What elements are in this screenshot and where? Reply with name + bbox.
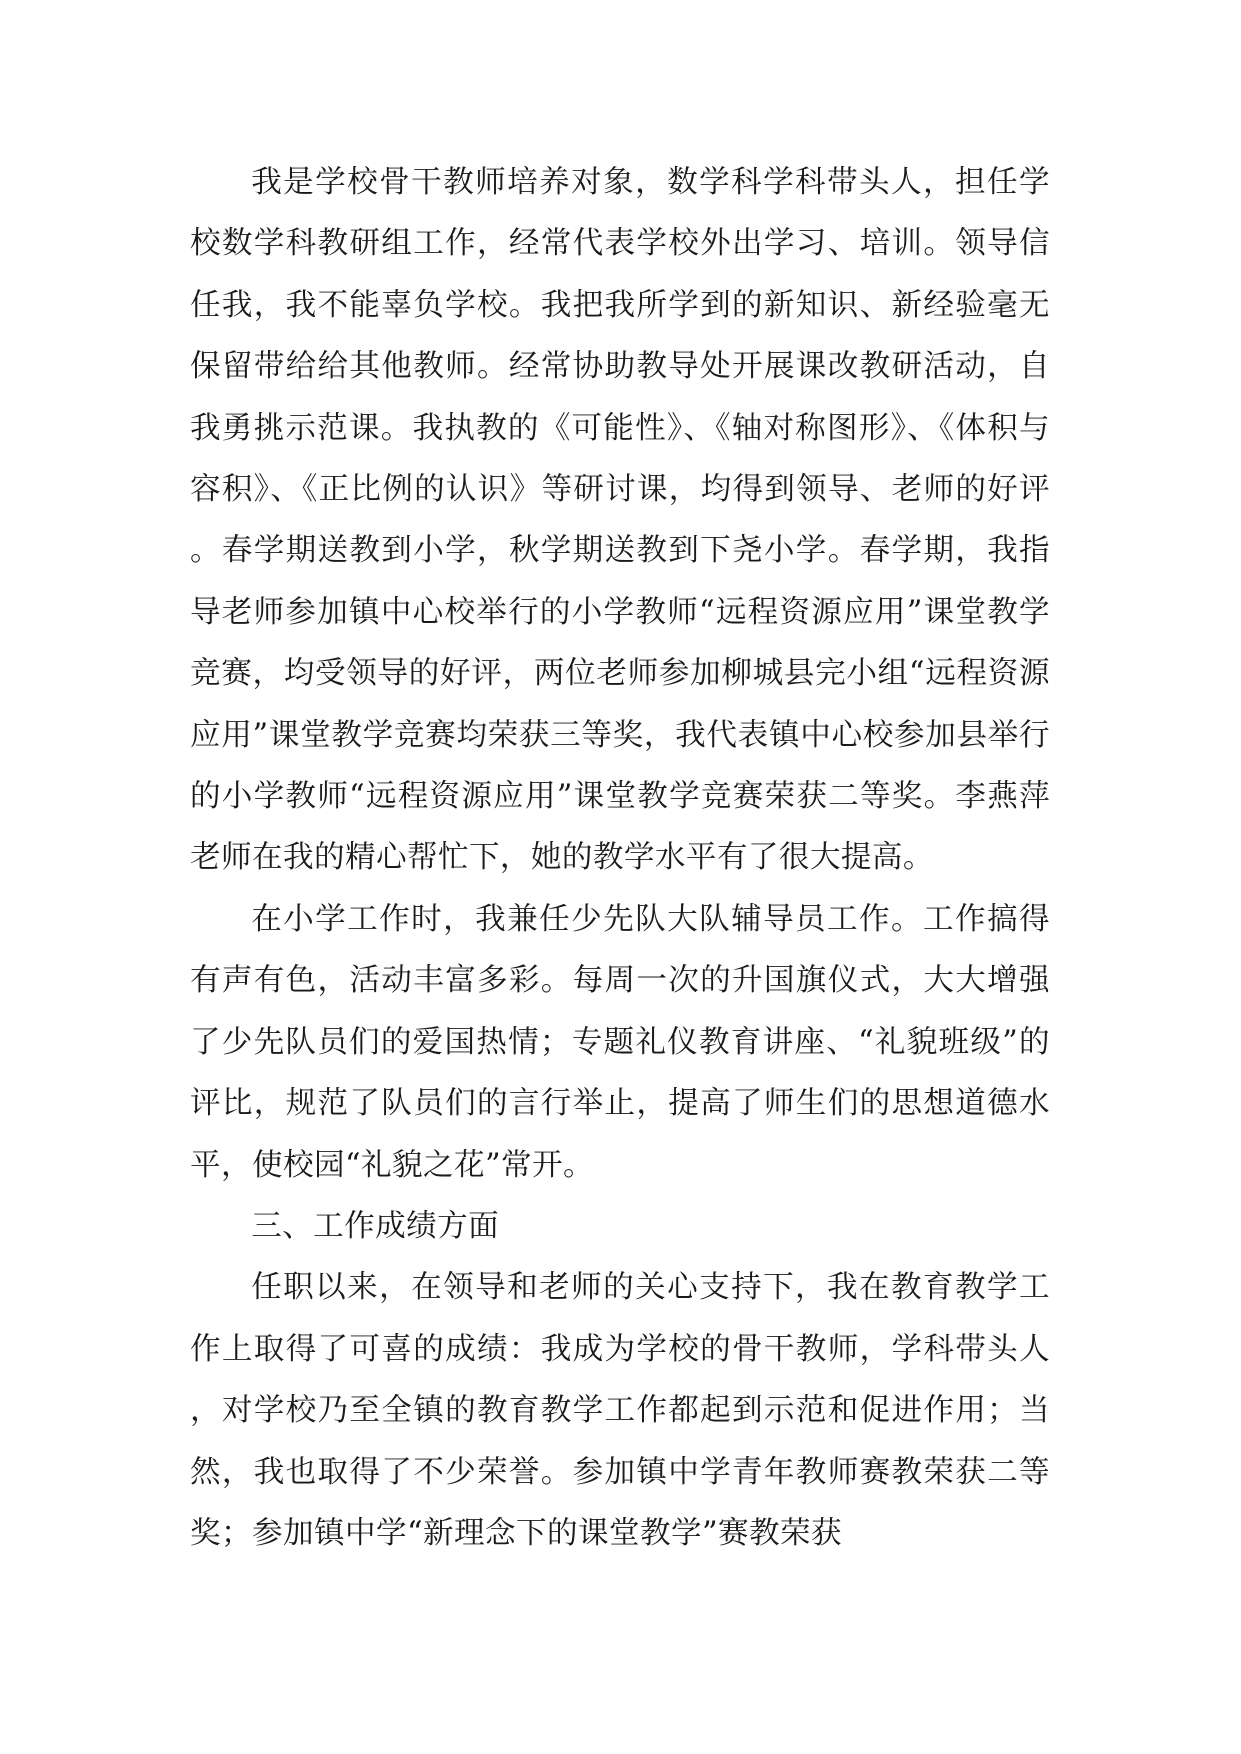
document-body bbox=[190, 152, 1050, 1564]
paragraph-young-pioneers: 在小学工作时，我兼任少先队大队辅导员工作。工作搞得有声有色，活动丰富多彩。每周一次的升国旗仪式，大大增强了少先队员们的爱国热情；专题礼仪教育讲座、“礼貌班级”的评比，规范了队员们的言行举止，提高了师生们的思想道德水平，使校园“礼貌之花”常开。 bbox=[190, 901, 1050, 1183]
paragraph-achievements: 任职以来，在领导和老师的关心支持下，我在教育教学工作上取得了可喜的成绩：我成为学校的骨干教师，学科带头人，对学校乃至全镇的教育教学工作都起到示范和促进作用；当然，我也取得了不少荣誉。参加镇中学青年教师赛教荣获二等奖；参加镇中学“新理念下的课堂教学”赛教荣获 bbox=[190, 1270, 1050, 1551]
section-heading-achievements: 三、工作成绩方面 bbox=[251, 1208, 500, 1244]
paragraph-teacher-leadership: 我是学校骨干教师培养对象，数学科学科带头人，担任学校数学科教研组工作，经常代表学校外出学习、培训。领导信任我，我不能辜负学校。我把我所学到的新知识、新经验毫无保留带给给其他教师。经常协助教导处开展课改教研活动，自我勇挑示范课。我执教的《可能性》、《轴对称图形》、《体积与容积》、《正比例的认识》等研讨课，均得到领导、老师的好评。春学期送教到小学，秋学期送教到下尧小学。春学期，我指导老师参加镇中心校举行的小学教师“远程资源应用”课堂教学竞赛，均受领导的好评，两位老师参加柳城县完小组“远程资源应用”课堂教学竞赛均荣获三等奖，我代表镇中心校参加县举行的小学教师“远程资源应用”课堂教学竞赛荣获二等奖。李燕萍老师在我的精心帮忙下，她的教学水平有了很大提高。 bbox=[190, 165, 1050, 876]
